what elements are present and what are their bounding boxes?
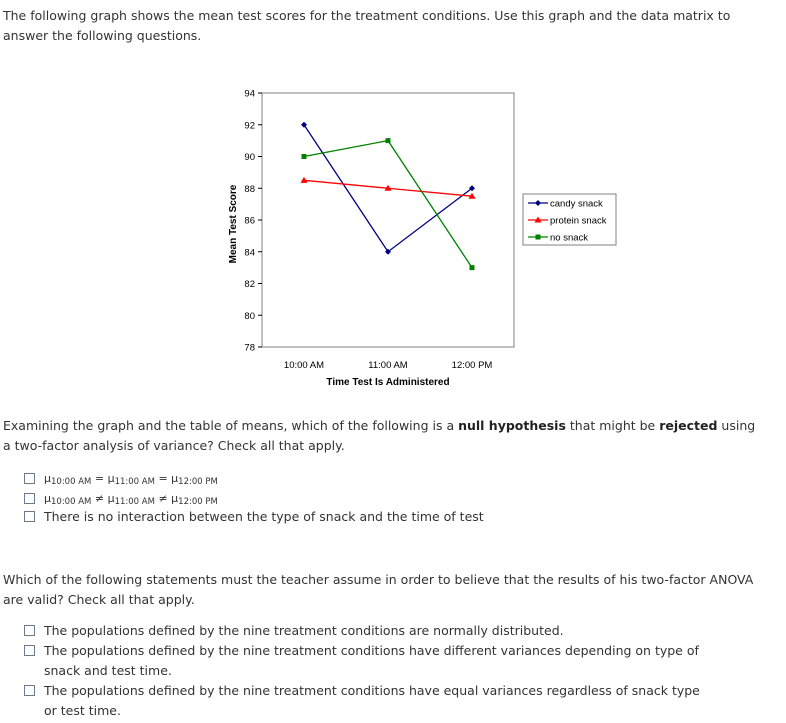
- legend-label-protein-snack: protein snack: [550, 215, 607, 227]
- x-tick-label: 12:00 PM: [451, 360, 493, 371]
- legend-label-candy-snack: candy snack: [550, 198, 603, 210]
- question-1: [3, 416, 763, 456]
- y-tick-label: 78: [244, 342, 255, 354]
- legend: [523, 194, 616, 245]
- legend-label-no-snack: no snack: [550, 232, 589, 244]
- plot-area: [262, 93, 514, 347]
- y-tick-label: 88: [244, 183, 255, 195]
- data-point-no-snack: [386, 138, 391, 143]
- q1-text-mid: that might be: [565, 418, 660, 433]
- x-axis: [284, 360, 492, 371]
- y-axis: [244, 89, 262, 354]
- subscript-10am: 10:00 AM: [51, 497, 92, 507]
- legend-marker-no-snack: [536, 235, 541, 240]
- q1-option-2-checkbox[interactable]: [24, 493, 35, 504]
- mu-symbol: μ: [44, 472, 51, 485]
- q2-option-2-label: The populations defined by the nine treatment conditions have different variances depending on type of snack and test time.: [44, 643, 699, 678]
- operator: =: [94, 472, 105, 485]
- q1-text-post: using a two-factor analysis of variance? Check all that apply.: [3, 418, 756, 453]
- q2-option-3-checkbox[interactable]: [24, 685, 35, 696]
- mu-symbol: μ: [107, 492, 115, 505]
- intro-text: The following graph shows the mean test scores for the treatment conditions. Use this graph and the data matrix to answer the following questions.: [3, 8, 731, 43]
- subscript-10am: 10:00 AM: [51, 477, 92, 487]
- data-point-no-snack: [470, 265, 475, 270]
- q1-text-pre: Examining the graph and the table of means, which of the following is a: [3, 418, 459, 433]
- q2-option-1-label: The populations defined by the nine treatment conditions are normally distributed.: [44, 623, 564, 638]
- mu-symbol: μ: [171, 492, 179, 505]
- q1-option-3-checkbox[interactable]: [24, 511, 35, 522]
- y-tick-label: 82: [244, 279, 255, 290]
- mu-symbol: μ: [107, 472, 115, 485]
- y-tick-label: 86: [244, 215, 255, 227]
- q1-option-1-checkbox[interactable]: [24, 473, 35, 484]
- y-tick-label: 92: [244, 120, 255, 132]
- line-chart: [220, 84, 620, 394]
- subscript-11am: 11:00 AM: [114, 497, 155, 507]
- x-axis-label: Time Test Is Administered: [326, 377, 450, 388]
- y-tick-label: 84: [244, 247, 255, 259]
- operator: ≠: [158, 492, 168, 505]
- subscript-12pm: 12:00 PM: [178, 477, 218, 487]
- y-axis-label: Mean Test Score: [228, 184, 239, 264]
- x-tick-label: 11:00 AM: [368, 360, 408, 371]
- q2-option-1-checkbox[interactable]: [24, 625, 35, 636]
- operator: ≠: [94, 492, 105, 505]
- mu-symbol: μ: [171, 472, 179, 485]
- data-point-no-snack: [302, 154, 307, 159]
- y-tick-label: 90: [244, 152, 255, 163]
- q1-bold-null-hypothesis: null hypothesis: [458, 418, 566, 433]
- q2-option-2-checkbox[interactable]: [24, 645, 35, 656]
- subscript-12pm: 12:00 PM: [178, 497, 218, 507]
- q1-option-3-label: There is no interaction between the type of snack and the time of test: [44, 509, 484, 524]
- x-tick-label: 10:00 AM: [283, 360, 325, 371]
- q1-bold-rejected: rejected: [659, 418, 718, 433]
- y-tick-label: 80: [244, 310, 255, 322]
- question-2: Which of the following statements must the teacher assume in order to believe that the results of his two-factor ANOVA are valid? Check all that apply.: [3, 572, 754, 607]
- subscript-11am: 11:00 AM: [114, 477, 155, 487]
- q2-option-3-label: The populations defined by the nine treatment conditions have equal variances regardless of snack type or test time.: [44, 683, 700, 718]
- y-tick-label: 94: [244, 88, 255, 100]
- operator: =: [158, 472, 168, 485]
- mu-symbol: μ: [44, 492, 51, 505]
